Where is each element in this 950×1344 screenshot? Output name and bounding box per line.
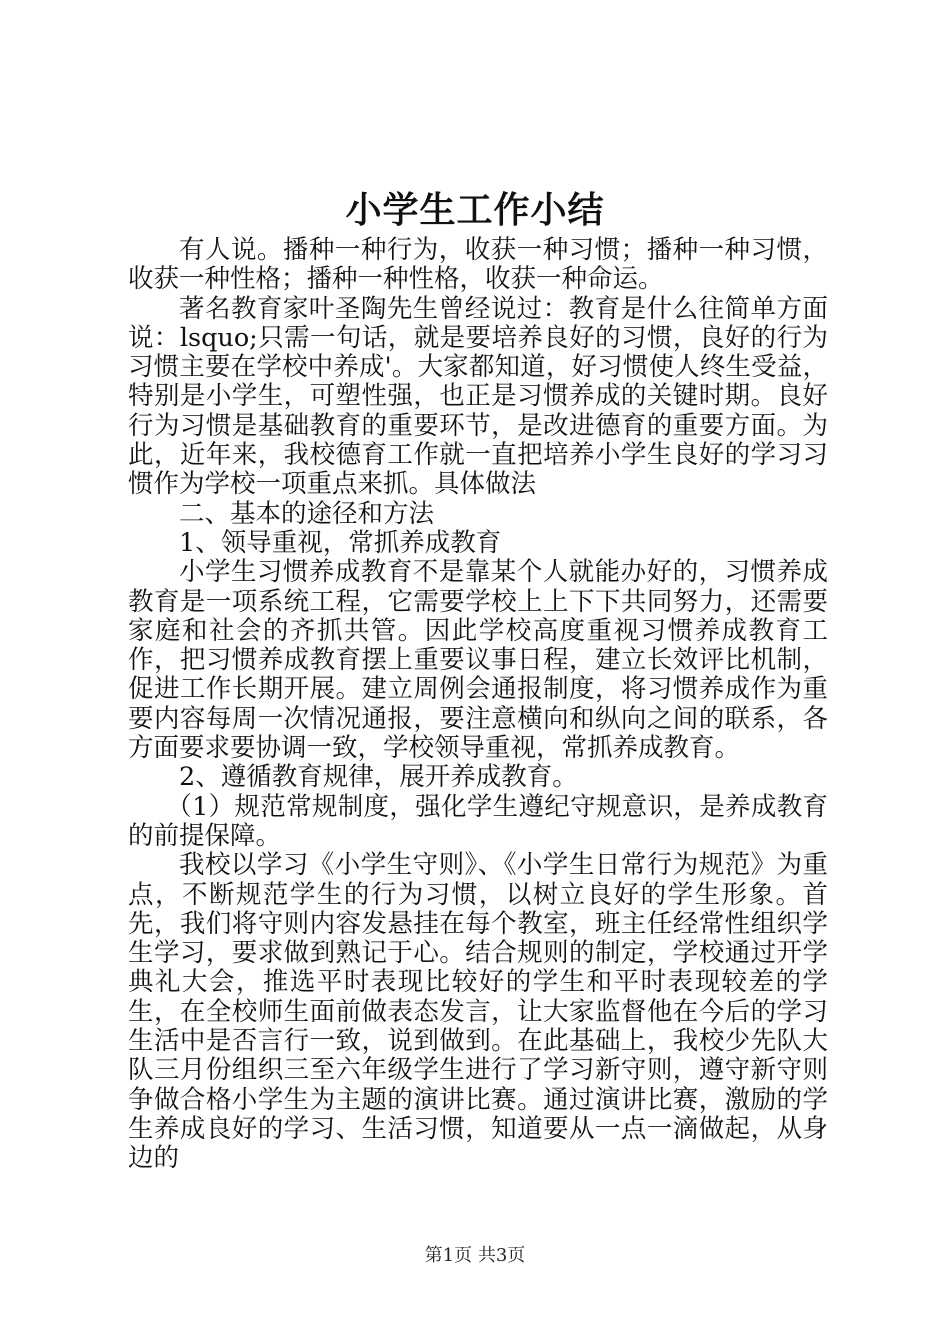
- section-heading: 二、基本的途径和方法: [179, 498, 435, 529]
- paragraph-school-practice: 我校以学习《小学生守则》、《小学生日常行为规范》为重点，不断规范学生的行为习惯，以树立良好的学生形象。首先，我们将守则内容发悬挂在每个教室，班主任经常性组织学生学习，要求做到熟记于心。结合规则的制定，学校通过开学典礼大会，推选平时表现比较好的学生和平时表现较差的学生，在全校师生面前做表态发言，让大家监督他在今后的学习生活中是否言行一致，说到做到。在此基础上，我校少先队大队三月份组织三至六年级学生进行了学习新守则，遵守新守则争做合格小学生为主题的演讲比赛。通过演讲比赛，激励的学生养成良好的学习、生活习惯，知道要从一点一滴做起，从身边的: [128, 850, 828, 1174]
- paragraph-rules: （1）规范常规制度，强化学生遵纪守规意识，是养成教育的前提保障。: [128, 791, 828, 851]
- document-body: [128, 236, 828, 1174]
- document-title: 小学生工作小结: [345, 189, 605, 231]
- subsection-heading-2: 2、遵循教育规律，展开养成教育。: [179, 762, 578, 793]
- paragraph-quote: 著名教育家叶圣陶先生曾经说过：教育是什么往简单方面说：lsquo;只需一句话，就是要培养良好的习惯，良好的行为习惯主要在学校中养成'。大家都知道，好习惯使人终生受益，特别是小学生，可塑性强，也正是习惯养成的关键时期。良好行为习惯是基础教育的重要环节，是改进德育的重要方面。为此，近年来，我校德育工作就一直把培养小学生良好的学习习惯作为学校一项重点来抓。具体做法: [128, 293, 828, 500]
- page-number-footer: 第1页 共3页: [424, 1245, 526, 1266]
- paragraph-intro: 有人说。播种一种行为，收获一种习惯；播种一种习惯，收获一种性格；播种一种性格，收获一种命运。: [128, 235, 828, 295]
- subsection-heading-1: 1、领导重视，常抓养成教育: [179, 527, 502, 558]
- paragraph-leadership: 小学生习惯养成教育不是靠某个人就能办好的，习惯养成教育是一项系统工程，它需要学校上上下下共同努力，还需要家庭和社会的齐抓共管。因此学校高度重视习惯养成教育工作，把习惯养成教育摆上重要议事日程，建立长效评比机制，促进工作长期开展。建立周例会通报制度，将习惯养成作为重要内容每周一次情况通报，要注意横向和纵向之间的联系，各方面要求要协调一致，学校领导重视，常抓养成教育。: [128, 557, 828, 764]
